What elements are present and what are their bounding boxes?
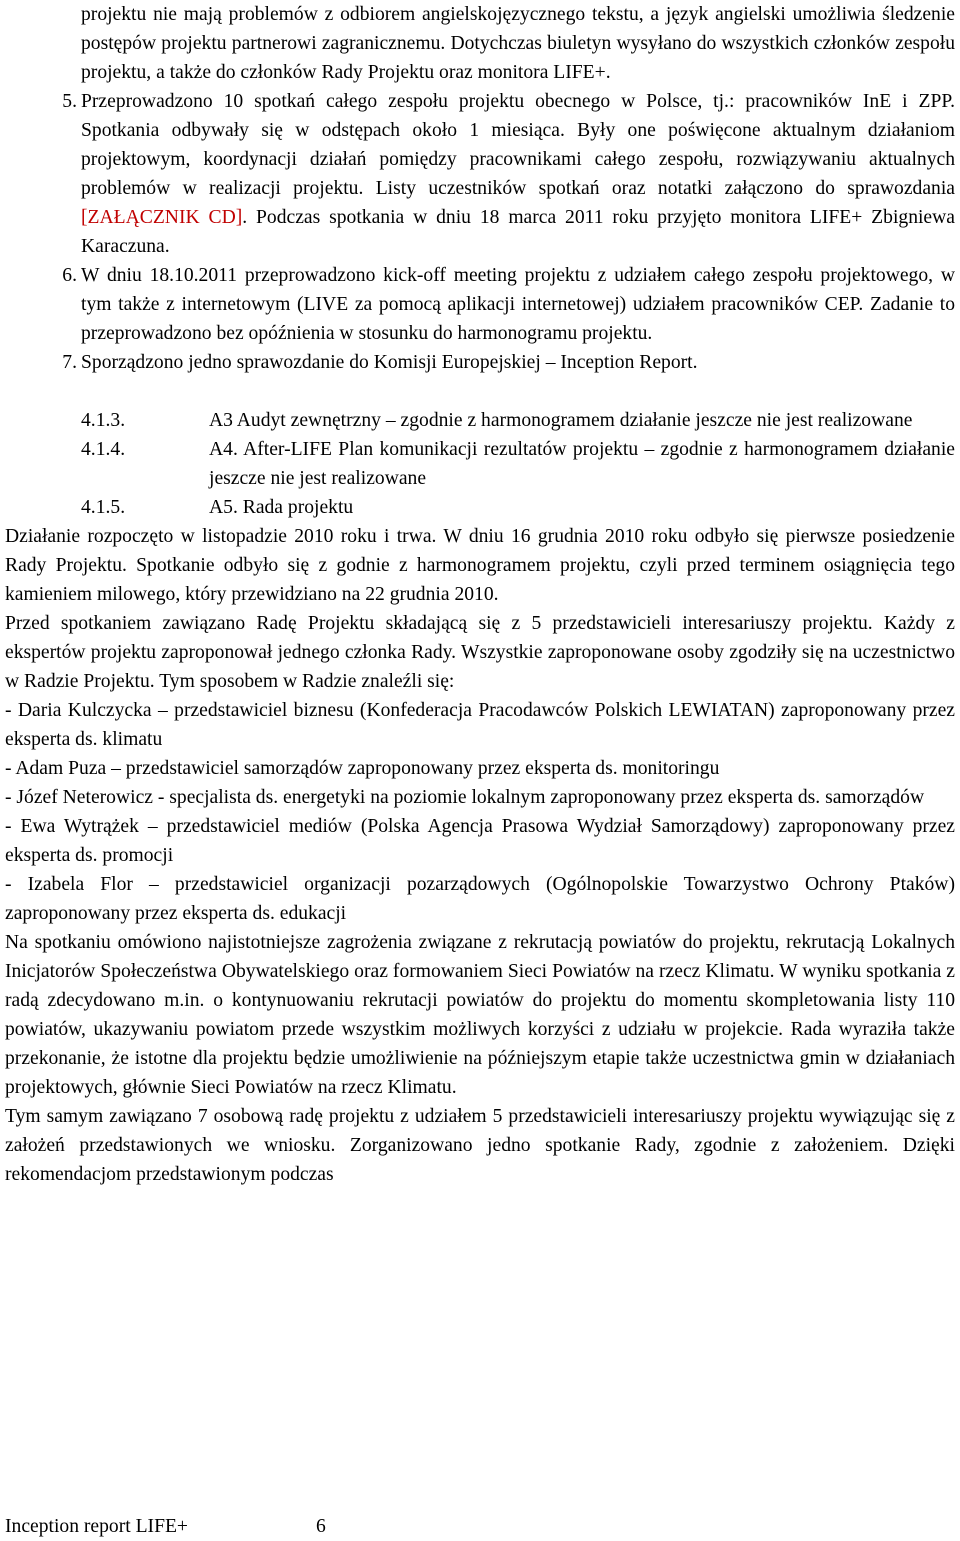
list-item-body	[81, 87, 955, 261]
page-footer	[5, 1514, 326, 1540]
subsection-number: 4.1.4.	[81, 439, 126, 460]
list-number: 6.	[62, 265, 77, 286]
paragraph: Przed spotkaniem zawiązano Radę Projektu składającą się z 5 przedstawicieli interesariuszy projektu. Każdy z ekspertów projektu zaproponował jednego członka Rady. Wszystkie zaproponowane osoby zgodziły się na uczestnictwo w Radzie Projektu. Tym sposobem w Radzie znaleźli się:	[5, 613, 955, 692]
list-item-7	[5, 348, 955, 377]
intro-continuation: projektu nie mają problemów z odbiorem angielskojęzycznego tekstu, a język angielski umożliwia śledzenie postępów projektu partnerowi zagranicznemu. Dotychczas biuletyn wysyłano do wszystkich członków zespołu projektu, a także do członków Rady Projektu oraz monitora LIFE+.	[81, 4, 955, 83]
page-number: 6	[315, 1516, 326, 1537]
paragraph: Tym samym zawiązano 7 osobową radę projektu z udziałem 5 przedstawicieli interesariuszy projektu wywiązując się z założeń przedstawionych we wniosku. Zorganizowano jedno spotkanie Rady, zgodnie z założeniem. Dzięki rekomendacjom przedstawionym podczas	[5, 1106, 955, 1185]
footer-title: Inception report LIFE+	[5, 1516, 188, 1537]
list-item-6	[5, 261, 955, 348]
document-page	[5, 0, 955, 1189]
spacer	[5, 377, 955, 406]
list-number: 5.	[62, 91, 77, 112]
list-item-5	[5, 87, 955, 261]
list-item-text: Przeprowadzono 10 spotkań całego zespołu projektu obecnego w Polsce, tj.: pracowników InE i ZPP. Spotkania odbywały się w odstępach około 1 miesiąca. Były one poświęcone aktualnym działaniom projektowym, koordynacji działań pomiędzy pracownikami całego zespołu, rozwiązywaniu aktualnych problemów w realizacji projektu. Listy uczestników spotkań oraz notatki załączono do sprawozdania	[81, 91, 955, 199]
paragraph: Na spotkaniu omówiono najistotniejsze zagrożenia związane z rekrutacją powiatów do projektu, rekrutacją Lokalnych Inicjatorów Społeczeństwa Obywatelskiego oraz formowaniem Sieci Powiatów na rzecz Klimatu. W wyniku spotkania z radą zdecydowano m.in. o kontynuowaniu rekrutacji powiatów do projektu do momentu skompletowania listy 110 powiatów, ukazywaniu powiatom przede wszystkim możliwych korzyści z udziału w projekcie. Rada wyraziła także przekonanie, że istotne dla projektu będzie umożliwienie na późniejszym etapie także uczestnictwa gmin w działaniach projektowych, głównie Sieci Powiatów na rzecz Klimatu.	[5, 932, 955, 1098]
board-member-item: - Daria Kulczycka – przedstawiciel biznesu (Konfederacja Pracodawców Polskich LEWIATAN) zaproponowany przez eksperta ds. klimatu	[5, 700, 955, 750]
subsection-4-1-4	[5, 435, 955, 493]
board-member-item: - Józef Neterowicz - specjalista ds. energetyki na poziomie lokalnym zaproponowany przez eksperta ds. samorządów	[5, 787, 925, 808]
subsection-heading: A5. Rada projektu	[209, 497, 354, 518]
subsection-4-1-3	[5, 406, 955, 435]
subsection-heading: A3 Audyt zewnętrzny – zgodnie z harmonogramem działanie jeszcze nie jest realizowane	[209, 410, 913, 431]
board-member-item: - Izabela Flor – przedstawiciel organizacji pozarządowych (Ogólnopolskie Towarzystwo Ochrony Ptaków) zaproponowany przez eksperta ds. edukacji	[5, 874, 955, 924]
subsection-heading: A4. After-LIFE Plan komunikacji rezultatów projektu – zgodnie z harmonogramem działanie jeszcze nie jest realizowane	[209, 439, 955, 489]
subsection-4-1-5	[5, 493, 955, 522]
board-member-item: - Ewa Wytrążek – przedstawiciel mediów (Polska Agencja Prasowa Wydział Samorządowy) zaproponowany przez eksperta ds. promocji	[5, 816, 955, 866]
list-item-text: W dniu 18.10.2011 przeprowadzono kick-off meeting projektu z udziałem całego zespołu projektowego, w tym także z internetowym (LIVE za pomocą aplikacji internetowej) udziałem pracowników CEP. Zadanie to przeprowadzono bez opóźnienia w stosunku do harmonogramu projektu.	[81, 265, 955, 344]
attachment-reference: [ZAŁĄCZNIK CD]	[81, 207, 243, 228]
paragraph: Działanie rozpoczęto w listopadzie 2010 roku i trwa. W dniu 16 grudnia 2010 roku odbyło się pierwsze posiedzenie Rady Projektu. Spotkanie odbyło się z godnie z harmonogramem projektu, czyli przed terminem osiągnięcia tego kamieniem milowego, który przewidziano na 22 grudnia 2010.	[5, 526, 955, 605]
board-member-item: - Adam Puza – przedstawiciel samorządów zaproponowany przez eksperta ds. monitoringu	[5, 758, 720, 779]
list-number: 7.	[62, 352, 77, 373]
list-item-text-after: . Podczas spotkania w dniu 18 marca 2011 roku przyjęto monitora LIFE+ Zbigniewa Karaczuna.	[81, 207, 955, 257]
list-item-text: Sporządzono jedno sprawozdanie do Komisji Europejskiej – Inception Report.	[81, 352, 698, 373]
subsection-number: 4.1.3.	[81, 410, 126, 431]
subsection-number: 4.1.5.	[81, 497, 126, 518]
